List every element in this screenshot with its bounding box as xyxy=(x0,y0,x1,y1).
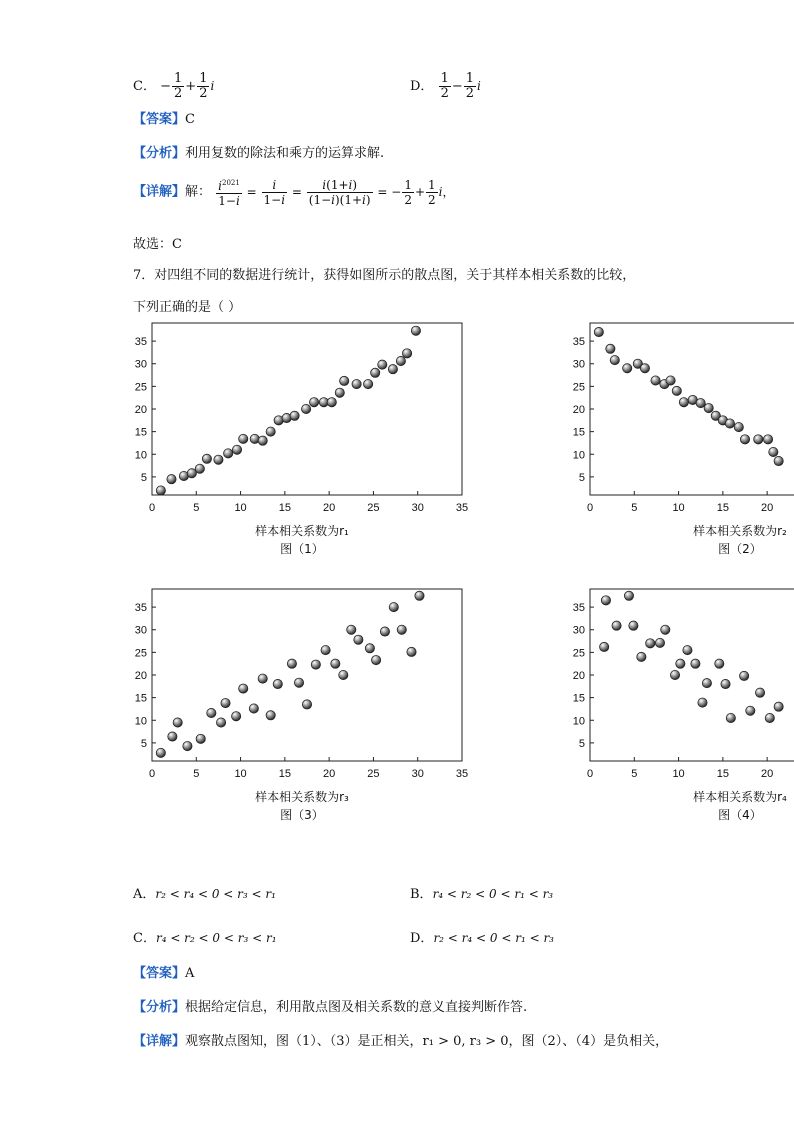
y-tick-label: 5 xyxy=(140,737,147,750)
x-tick-label: 0 xyxy=(586,768,594,780)
scatter-point xyxy=(309,398,318,407)
scatter-point xyxy=(763,435,772,444)
scatter-point xyxy=(655,638,664,647)
scatter-point xyxy=(339,670,348,679)
y-tick-label: 15 xyxy=(572,426,585,439)
scatter-point xyxy=(389,603,398,612)
scatter-point xyxy=(411,326,420,335)
scatter-point xyxy=(725,419,734,428)
y-tick-label: 25 xyxy=(134,381,147,394)
scatter-point xyxy=(221,698,230,707)
x-tick-label: 20 xyxy=(761,502,774,514)
x-tick-label: 5 xyxy=(193,768,200,780)
scatter-point xyxy=(207,708,216,717)
scatter-point xyxy=(740,435,749,444)
prev-answer xyxy=(133,108,195,127)
x-tick-label: 15 xyxy=(278,768,291,780)
scatter-plot-4-svg xyxy=(558,584,794,834)
scatter-point xyxy=(167,475,176,484)
scatter-point xyxy=(331,659,340,668)
scatter-point xyxy=(156,748,165,757)
scatter-point xyxy=(679,398,688,407)
x-tick-label: 0 xyxy=(148,768,156,780)
y-tick-label: 10 xyxy=(134,449,147,462)
scatter-point xyxy=(224,449,233,458)
y-tick-label: 20 xyxy=(134,404,147,416)
scatter-point xyxy=(287,659,296,668)
x-tick-label: 25 xyxy=(367,502,380,514)
y-tick-label: 5 xyxy=(578,737,585,750)
scatter-point xyxy=(216,718,225,727)
scatter-point xyxy=(672,386,681,395)
plot-title: 样本相关系数为r₄ xyxy=(693,790,787,804)
scatter-point xyxy=(606,344,615,353)
scatter-point xyxy=(629,621,638,630)
scatter-point xyxy=(698,698,707,707)
scatter-point xyxy=(232,445,241,454)
scatter-point xyxy=(321,646,330,655)
detail-formula: $\frac{i^{2021}}{1-i}$ = $\frac{i}{1-i}$ = $\frac{i(1+i)}{(1-i)(1+i)}$ = − $\frac{1}{2}$ + $\frac{1}{2}$ i， xyxy=(218,177,455,208)
x-tick-label: 0 xyxy=(148,502,156,514)
scatter-point xyxy=(168,732,177,741)
scatter-plot-3 xyxy=(120,584,480,838)
scatter-point xyxy=(347,625,356,634)
scatter-point xyxy=(646,639,655,648)
scatter-point xyxy=(755,688,764,697)
y-tick-label: 25 xyxy=(572,381,585,394)
scatter-point xyxy=(380,627,389,636)
scatter-point xyxy=(214,455,223,464)
option-d-label: D． xyxy=(410,931,434,946)
detail-tag: 【详解】 xyxy=(133,184,186,200)
answer-tag: 【答案】 xyxy=(133,112,186,127)
q7-stem-line1: 7．对四组不同的数据进行统计，获得如图所示的散点图，关于其样本相关系数的比较， xyxy=(133,268,636,283)
detail-tag: 【详解】 xyxy=(133,1034,186,1049)
plot-title: 样本相关系数为r₁ xyxy=(255,524,349,538)
scatter-point xyxy=(696,399,705,408)
scatter-point xyxy=(415,591,424,600)
scatter-point xyxy=(173,718,182,727)
scatter-point xyxy=(378,360,387,369)
y-tick-label: 15 xyxy=(134,692,147,705)
scatter-point xyxy=(294,678,303,687)
scatter-point xyxy=(371,655,380,664)
y-tick-label: 20 xyxy=(572,670,585,682)
plot-title: 样本相关系数为r₃ xyxy=(255,790,349,804)
answer-tag: 【答案】 xyxy=(133,966,186,981)
scatter-point xyxy=(601,596,610,605)
scatter-point xyxy=(402,349,411,358)
scatter-point xyxy=(335,388,344,397)
y-tick-label: 30 xyxy=(572,624,585,637)
scatter-point xyxy=(249,704,258,713)
q7-answer xyxy=(133,962,194,981)
scatter-point xyxy=(266,427,275,436)
x-tick-label: 10 xyxy=(672,768,685,780)
scatter-point xyxy=(661,625,670,634)
prev-detail xyxy=(133,176,455,208)
scatter-plot-2 xyxy=(558,318,794,572)
prev-conclusion: 故选：C xyxy=(133,237,182,252)
detail-prefix: 解： xyxy=(185,184,212,200)
scatter-point xyxy=(740,671,749,680)
scatter-point xyxy=(258,674,267,683)
scatter-point xyxy=(774,702,783,711)
scatter-point xyxy=(202,454,211,463)
option-a-text: r₂ < r₄ < 0 < r₃ < r₁ xyxy=(155,887,276,901)
x-tick-label: 5 xyxy=(631,502,638,514)
scatter-point xyxy=(754,435,763,444)
prev-option-c-formula: − $\frac{1}{2}$ + $\frac{1}{2}$ i xyxy=(160,71,215,101)
q7-stem-line2: 下列正确的是（ ） xyxy=(133,300,242,315)
x-tick-label: 0 xyxy=(586,502,594,514)
scatter-point xyxy=(156,486,165,495)
y-tick-label: 25 xyxy=(572,647,585,660)
plot-caption: 图（1） xyxy=(280,542,324,556)
scatter-point xyxy=(774,456,783,465)
y-tick-label: 30 xyxy=(572,358,585,371)
option-c-label: C． xyxy=(133,931,156,946)
scatter-point xyxy=(364,380,373,389)
y-tick-label: 25 xyxy=(134,647,147,660)
scatter-point xyxy=(676,659,685,668)
scatter-point xyxy=(670,670,679,679)
scatter-point xyxy=(612,621,621,630)
x-tick-label: 20 xyxy=(323,768,336,780)
scatter-point xyxy=(637,652,646,661)
q7-option-c xyxy=(133,927,277,946)
option-d-text: r₂ < r₄ < 0 < r₁ < r₃ xyxy=(433,931,554,945)
x-tick-label: 15 xyxy=(716,768,729,780)
x-tick-label: 10 xyxy=(234,502,247,514)
x-tick-label: 15 xyxy=(278,502,291,514)
q7-option-a xyxy=(133,883,276,902)
prev-option-c xyxy=(133,72,214,101)
scatter-plot-2-svg xyxy=(558,318,794,568)
detail-text: 观察散点图知，图（1）、（3）是正相关，r₁ > 0, r₃ > 0，图（2）、（4）是负相关， xyxy=(185,1034,669,1049)
q7-option-d xyxy=(410,927,554,946)
scatter-point xyxy=(600,642,609,651)
y-tick-label: 30 xyxy=(134,358,147,371)
plot-caption: 图（4） xyxy=(718,808,762,822)
scatter-point xyxy=(769,447,778,456)
prev-option-d xyxy=(410,72,481,101)
y-tick-label: 35 xyxy=(134,602,147,615)
scatter-plot-3-svg xyxy=(120,584,480,834)
x-tick-label: 30 xyxy=(411,502,424,514)
scatter-point xyxy=(365,644,374,653)
scatter-point xyxy=(232,712,241,721)
scatter-point xyxy=(290,411,299,420)
plot-caption: 图（2） xyxy=(718,542,762,556)
option-b-label: B． xyxy=(410,887,433,902)
scatter-point xyxy=(183,741,192,750)
y-tick-label: 30 xyxy=(134,624,147,637)
x-tick-label: 25 xyxy=(367,768,380,780)
plot-frame xyxy=(590,589,794,761)
option-a-label: A． xyxy=(133,887,156,902)
answer-value: A xyxy=(185,966,195,981)
scatter-point xyxy=(407,647,416,656)
x-tick-label: 20 xyxy=(761,768,774,780)
scatter-point xyxy=(302,404,311,413)
scatter-point xyxy=(666,376,675,385)
y-tick-label: 10 xyxy=(572,449,585,462)
x-tick-label: 30 xyxy=(411,768,424,780)
scatter-point xyxy=(691,659,700,668)
x-tick-label: 5 xyxy=(193,502,200,514)
y-tick-label: 15 xyxy=(134,426,147,439)
scatter-plot-1 xyxy=(120,318,480,572)
scatter-point xyxy=(311,660,320,669)
scatter-point xyxy=(746,706,755,715)
x-tick-label: 35 xyxy=(455,502,469,514)
y-tick-label: 20 xyxy=(134,670,147,682)
scatter-point xyxy=(273,679,282,688)
scatter-plot-4 xyxy=(558,584,794,838)
analysis-text: 利用复数的除法和乘方的运算求解. xyxy=(185,146,385,161)
analysis-tag: 【分析】 xyxy=(133,146,186,161)
option-c-text: r₄ < r₂ < 0 < r₃ < r₁ xyxy=(155,931,277,945)
y-tick-label: 10 xyxy=(572,715,585,728)
y-tick-label: 5 xyxy=(140,471,147,484)
option-b-text: r₄ < r₂ < 0 < r₁ < r₃ xyxy=(432,887,554,901)
scatter-point xyxy=(721,679,730,688)
plot-caption: 图（3） xyxy=(280,808,324,822)
y-tick-label: 5 xyxy=(578,471,585,484)
scatter-point xyxy=(266,711,275,720)
analysis-tag: 【分析】 xyxy=(133,1000,186,1015)
prev-option-d-label: D． xyxy=(410,79,434,94)
prev-option-d-formula: $\frac{1}{2}$ − $\frac{1}{2}$ i xyxy=(440,71,481,101)
scatter-point xyxy=(196,734,205,743)
y-tick-label: 35 xyxy=(572,602,585,615)
x-tick-label: 20 xyxy=(323,502,336,514)
scatter-point xyxy=(683,646,692,655)
scatter-point xyxy=(624,591,633,600)
q7-option-b xyxy=(410,883,553,902)
scatter-point xyxy=(340,376,349,385)
prev-analysis xyxy=(133,142,384,161)
q7-detail xyxy=(133,1030,668,1049)
scatter-point xyxy=(302,700,311,709)
x-tick-label: 10 xyxy=(234,768,247,780)
scatter-point xyxy=(327,398,336,407)
y-tick-label: 20 xyxy=(572,404,585,416)
scatter-point xyxy=(623,364,632,373)
scatter-point xyxy=(734,423,743,432)
scatter-point xyxy=(258,436,267,445)
x-tick-label: 10 xyxy=(672,502,685,514)
scatter-point xyxy=(704,403,713,412)
scatter-point xyxy=(765,713,774,722)
plot-frame xyxy=(590,323,794,495)
scatter-point xyxy=(239,434,248,443)
scatter-point xyxy=(397,625,406,634)
plot-title: 样本相关系数为r₂ xyxy=(693,524,787,538)
q7-analysis xyxy=(133,996,527,1015)
y-tick-label: 35 xyxy=(572,336,585,349)
prev-option-c-label: C． xyxy=(133,79,156,94)
scatter-point xyxy=(195,464,204,473)
y-tick-label: 10 xyxy=(134,715,147,728)
analysis-text: 根据给定信息，利用散点图及相关系数的意义直接判断作答. xyxy=(185,1000,528,1015)
y-tick-label: 15 xyxy=(572,692,585,705)
x-tick-label: 35 xyxy=(455,768,469,780)
scatter-point xyxy=(640,364,649,373)
scatter-plot-1-svg xyxy=(120,318,480,568)
scatter-point xyxy=(715,659,724,668)
x-tick-label: 5 xyxy=(631,768,638,780)
scatter-point xyxy=(354,635,363,644)
scatter-point xyxy=(352,380,361,389)
scatter-point xyxy=(610,356,619,365)
scatter-point xyxy=(702,679,711,688)
scatter-point xyxy=(371,368,380,377)
scatter-point xyxy=(239,684,248,693)
scatter-point xyxy=(388,365,397,374)
scatter-point xyxy=(726,713,735,722)
scatter-point xyxy=(396,356,405,365)
x-tick-label: 15 xyxy=(716,502,729,514)
scatter-point xyxy=(651,376,660,385)
y-tick-label: 35 xyxy=(134,336,147,349)
answer-value: C xyxy=(185,112,195,127)
scatter-point xyxy=(594,327,603,336)
